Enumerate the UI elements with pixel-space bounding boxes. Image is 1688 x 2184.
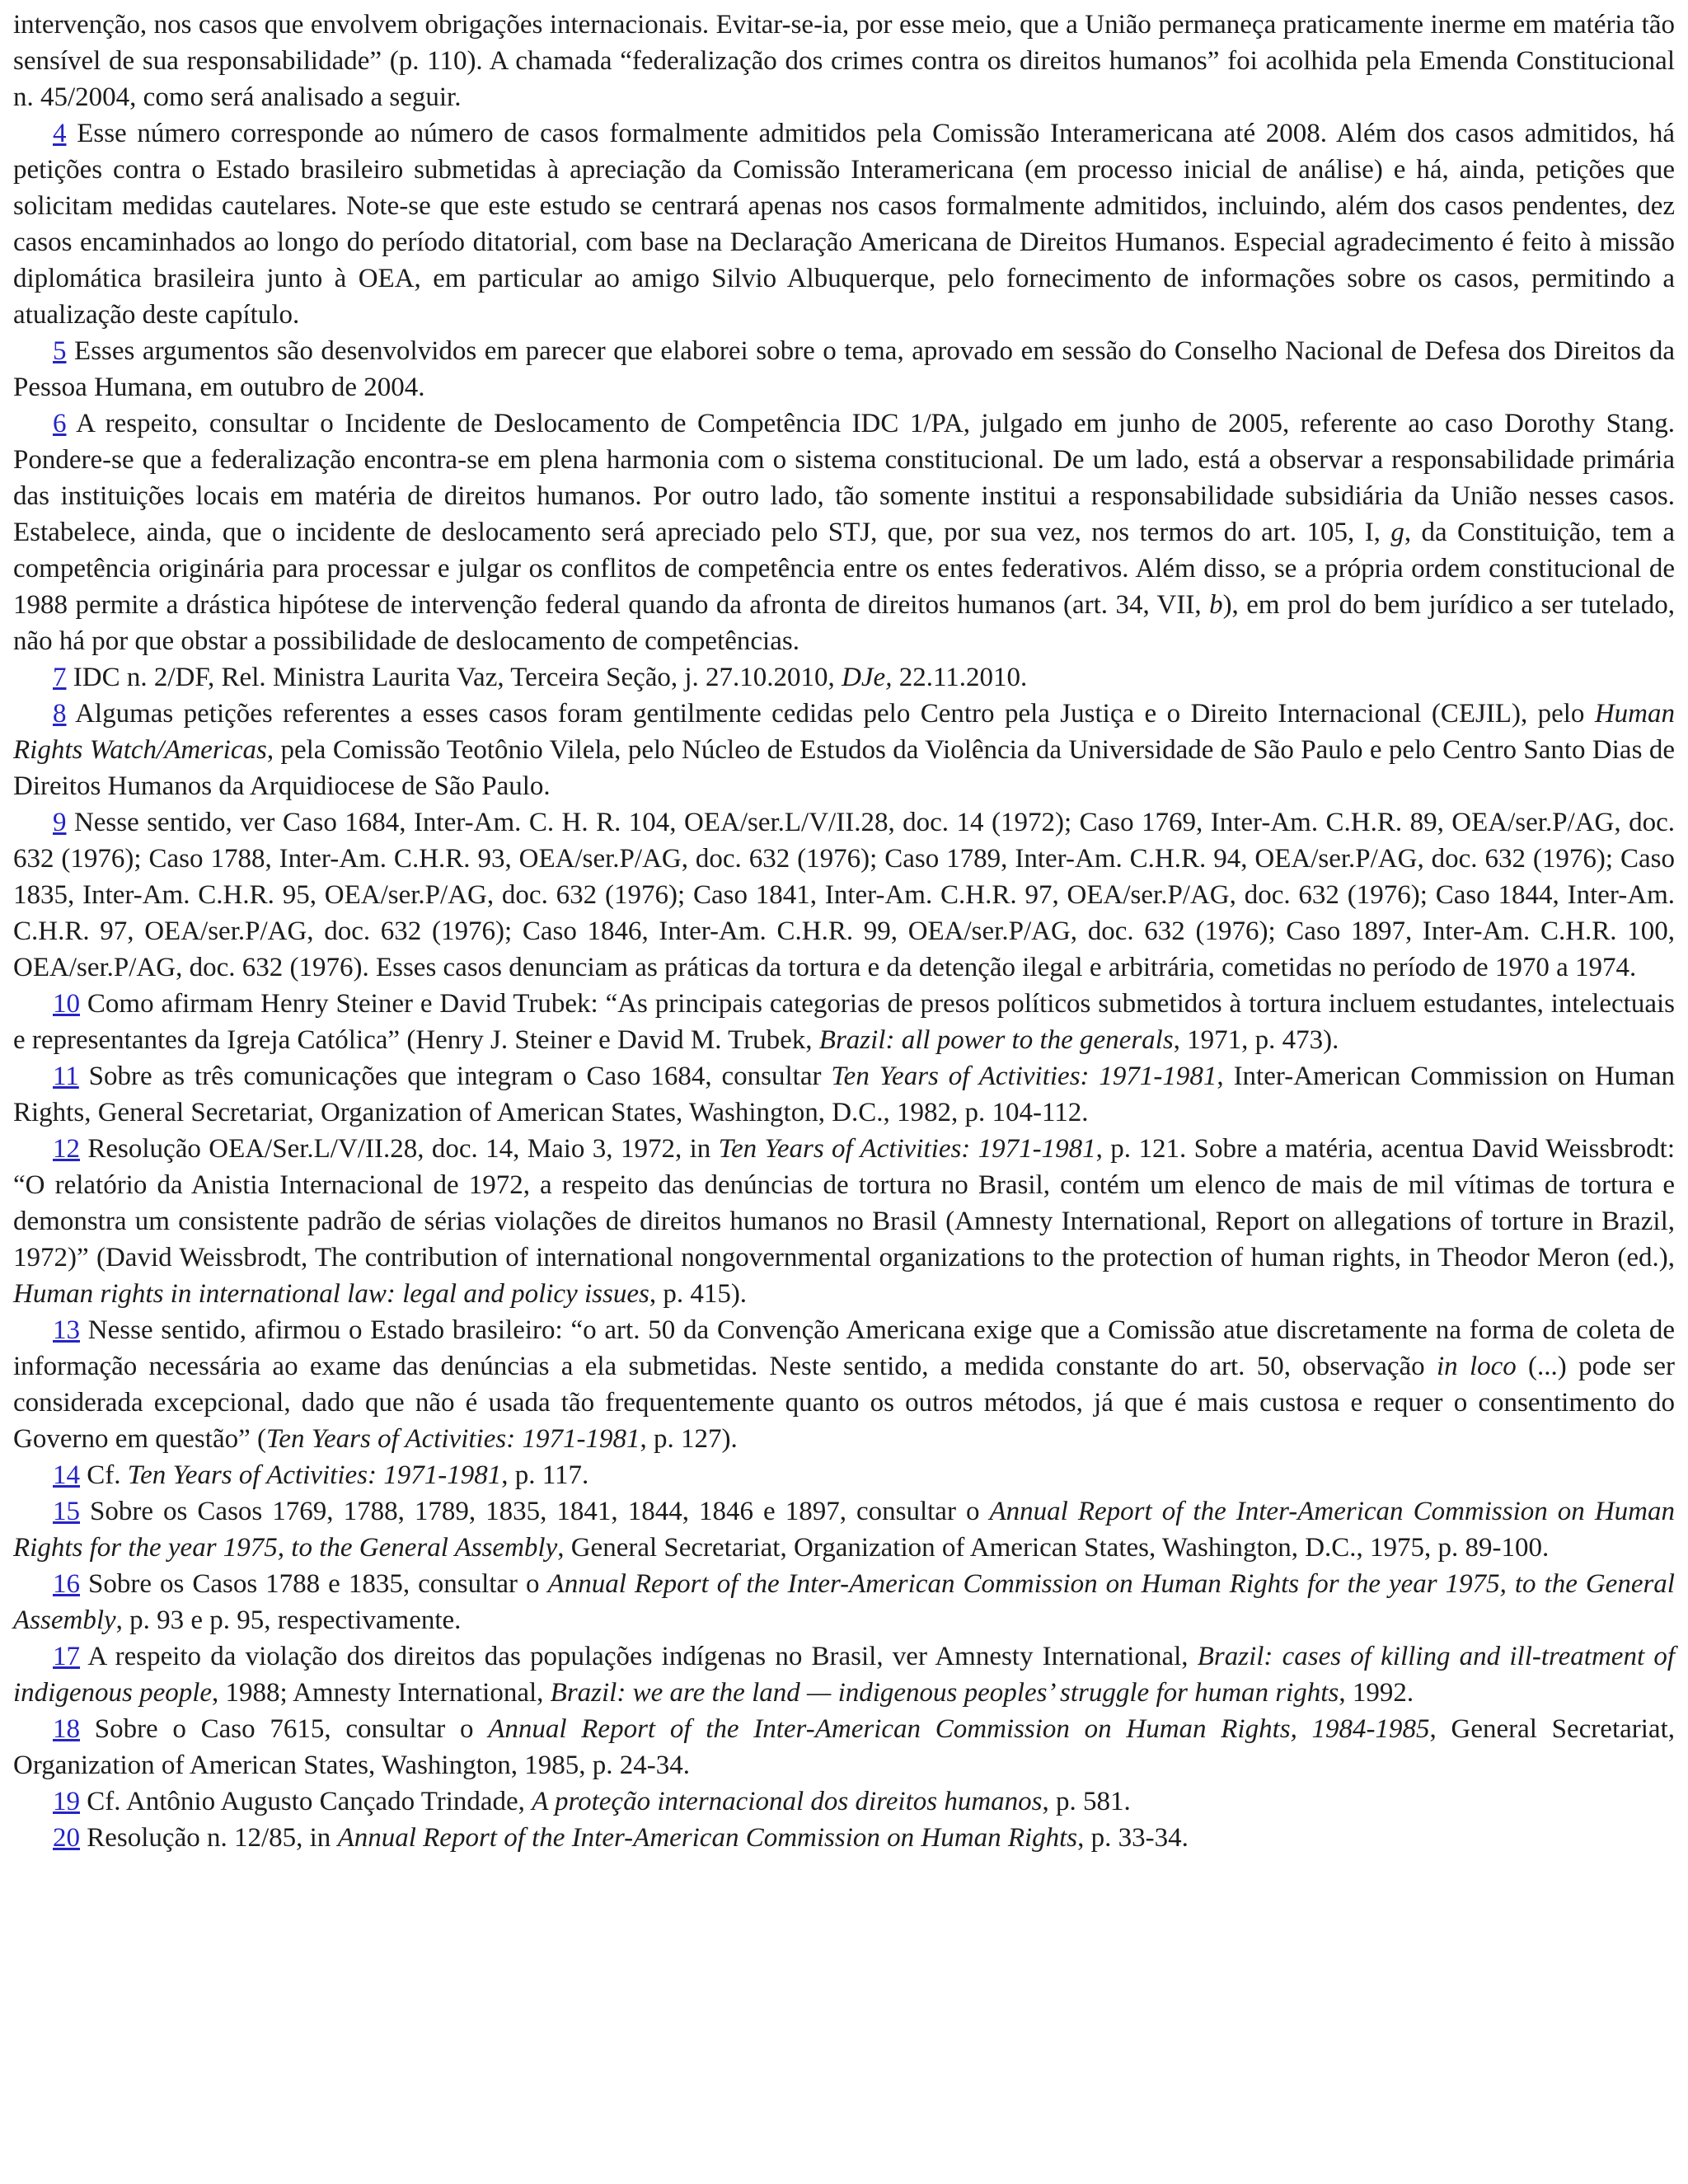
italic-text: Brazil: all power to the generals (818, 1025, 1174, 1055)
body-text: , p. 117. (501, 1460, 589, 1490)
footnote-13 (13, 1312, 1675, 1457)
footnote-link-19[interactable]: 19 (53, 1787, 80, 1816)
footnote-link-20[interactable]: 20 (53, 1823, 80, 1853)
footnote-link-7[interactable]: 7 (53, 663, 67, 692)
italic-text: Ten Years of Activities: 1971-1981 (265, 1424, 640, 1454)
footnote-19 (13, 1783, 1675, 1820)
footnote-link-4[interactable]: 4 (53, 119, 67, 148)
body-text: Nesse sentido, afirmou o Estado brasileiro: “o art. 50 da Convenção Americana exige que a Comissão atue discretamente na forma de coleta de informação necessária ao exame das denúncias a ela submetidas. Neste sentido, a medida constante do art. 50, observação (13, 1315, 1675, 1381)
footnote-5 (13, 333, 1675, 405)
footnote-11 (13, 1058, 1675, 1131)
footnote-10 (13, 986, 1675, 1058)
footnote-17 (13, 1638, 1675, 1711)
footnote-9 (13, 804, 1675, 986)
italic-text: Human Rights Watch/Americas (13, 699, 1675, 765)
italic-text: DJe, (842, 663, 893, 692)
italic-text: Ten Years of Activities: 1971-1981 (127, 1460, 502, 1490)
body-text: 22.11.2010. (892, 663, 1028, 692)
body-text: , 1988; Amnesty International, (212, 1678, 551, 1708)
body-text: , Inter-American Commission on Human Rights, General Secretariat, Organization of American States, Washington, D.C., 1982, p. 104-112. (13, 1062, 1676, 1127)
italic-text: A proteção internacional dos direitos humanos (532, 1787, 1043, 1816)
continuation-paragraph (13, 7, 1675, 115)
body-text: Resolução OEA/Ser.L/V/II.28, doc. 14, Maio 3, 1972, in (80, 1134, 719, 1164)
italic-text: Annual Report of the Inter-American Commission on Human Rights for the year 1975, to the General Assembly (13, 1497, 1675, 1563)
italic-text: in loco (1436, 1352, 1517, 1381)
body-text: , General Secretariat, Organization of American States, Washington, 1985, p. 24-34. (13, 1714, 1675, 1780)
italic-text: Brazil: we are the land — indigenous peoples’ struggle for human rights (550, 1678, 1339, 1708)
body-text: , 1971, p. 473). (1173, 1025, 1339, 1055)
footnote-20 (13, 1820, 1675, 1856)
footnote-link-16[interactable]: 16 (53, 1569, 80, 1599)
body-text: , p. 581. (1042, 1787, 1131, 1816)
italic-text: Annual Report of the Inter-American Commission on Human Rights, 1984-1985 (488, 1714, 1430, 1744)
footnote-18 (13, 1711, 1675, 1783)
body-text: A respeito da violação dos direitos das populações indígenas no Brasil, ver Amnesty International, (80, 1642, 1198, 1671)
italic-text: Annual Report of the Inter-American Commission on Human Rights for the year 1975, to the General Assembly (13, 1569, 1675, 1635)
footnote-12 (13, 1131, 1675, 1312)
body-text: , p. 93 e p. 95, respectivamente. (115, 1605, 462, 1635)
body-text: , 1992. (1339, 1678, 1414, 1708)
body-text: intervenção, nos casos que envolvem obrigações internacionais. Evitar-se-ia, por esse meio, que a União permaneça praticamente inerme em matéria tão sensível de sua responsabilidade” (p. 110). A chamada “federalização dos crimes contra os direitos humanos” foi acolhida pela Emenda Constitucional n. 45/2004, como será analisado a seguir. (13, 10, 1675, 112)
body-text: , p. 127). (640, 1424, 738, 1454)
body-text: , p. 33-34. (1077, 1823, 1189, 1853)
footnote-link-9[interactable]: 9 (53, 808, 67, 837)
footnote-link-18[interactable]: 18 (53, 1714, 80, 1744)
body-text: IDC n. 2/DF, Rel. Ministra Laurita Vaz, Terceira Seção, j. 27.10.2010, (66, 663, 842, 692)
body-text: (...) pode ser considerada excepcional, dado que não é usada tão frequentemente quanto os outros métodos, já que é mais custosa e requer o consentimento do Governo em questão” ( (13, 1352, 1675, 1454)
footnote-4 (13, 115, 1675, 333)
footnote-15 (13, 1493, 1675, 1566)
footnote-link-10[interactable]: 10 (53, 989, 80, 1019)
footnote-link-15[interactable]: 15 (53, 1497, 80, 1526)
italic-text: Ten Years of Activities: 1971-1981 (831, 1062, 1217, 1091)
footnote-14 (13, 1457, 1675, 1493)
body-text: Resolução n. 12/85, in (80, 1823, 338, 1853)
body-text: , pela Comissão Teotônio Vilela, pelo Núcleo de Estudos da Violência da Universidade de São Paulo e pelo Centro Santo Dias de Direitos Humanos da Arquidiocese de São Paulo. (13, 735, 1675, 801)
italic-text: Brazil: cases of killing and ill-treatment of indigenous people (13, 1642, 1675, 1708)
footnote-6 (13, 405, 1675, 659)
italic-text: Ten Years of Activities: 1971-1981 (718, 1134, 1096, 1164)
body-text: , General Secretariat, Organization of American States, Washington, D.C., 1975, p. 89-100. (557, 1533, 1550, 1563)
body-text: Cf. (80, 1460, 128, 1490)
body-text: Nesse sentido, ver Caso 1684, Inter-Am. C. H. R. 104, OEA/ser.L/V/II.28, doc. 14 (1972); Caso 1769, Inter-Am. C.H.R. 89, OEA/ser.P/AG, doc. 632 (1976); Caso 1788, Inter-Am. C.H.R. 93, OEA/ser.P/AG, doc. 632 (1976); Caso 1789, Inter-Am. C.H.R. 94, OEA/ser.P/AG, doc. 632 (1976); Caso 1835, Inter-Am. C.H.R. 95, OEA/ser.P/AG, doc. 632 (1976); Caso 1841, Inter-Am. C.H.R. 97, OEA/ser.P/AG, doc. 632 (1976); Caso 1844, Inter-Am. C.H.R. 97, OEA/ser.P/AG, doc. 632 (1976); Caso 1846, Inter-Am. C.H.R. 99, OEA/ser.P/AG, doc. 632 (1976); Caso 1897, Inter-Am. C.H.R. 100, OEA/ser.P/AG, doc. 632 (1976). Esses casos denunciam as práticas da tortura e da detenção ilegal e arbitrária, cometidas no período de 1970 a 1974. (13, 808, 1675, 982)
body-text: Como afirmam Henry Steiner e David Trubek: “As principais categorias de presos políticos submetidos à tortura incluem estudantes, intelectuais e representantes da Igreja Católica” (Henry J. Steiner e David M. Trubek, (13, 989, 1675, 1055)
body-text: Esses argumentos são desenvolvidos em parecer que elaborei sobre o tema, aprovado em sessão do Conselho Nacional de Defesa dos Direitos da Pessoa Humana, em outubro de 2004. (13, 336, 1675, 402)
italic-text: b (1209, 590, 1223, 620)
body-text: Sobre o Caso 7615, consultar o (80, 1714, 489, 1744)
body-text: Sobre os Casos 1788 e 1835, consultar o (80, 1569, 548, 1599)
footnote-link-8[interactable]: 8 (53, 699, 67, 729)
footnote-link-11[interactable]: 11 (53, 1062, 79, 1091)
footnote-link-12[interactable]: 12 (53, 1134, 80, 1164)
footnote-16 (13, 1566, 1675, 1638)
footnote-link-13[interactable]: 13 (53, 1315, 80, 1345)
footnote-link-6[interactable]: 6 (53, 409, 67, 438)
body-text: Cf. Antônio Augusto Cançado Trindade, (80, 1787, 532, 1816)
body-text: Algumas petições referentes a esses casos foram gentilmente cedidas pelo Centro pela Justiça e o Direito Internacional (CEJIL), pelo (66, 699, 1595, 729)
footnote-link-5[interactable]: 5 (53, 336, 67, 366)
body-text: Sobre os Casos 1769, 1788, 1789, 1835, 1841, 1844, 1846 e 1897, consultar o (80, 1497, 990, 1526)
footnote-link-14[interactable]: 14 (53, 1460, 80, 1490)
body-text: , p. 121. Sobre a matéria, acentua David Weissbrodt: “O relatório da Anistia Internacional de 1972, a respeito das denúncias de tortura no Brasil, contém um elenco de mais de mil vítimas de tortura e demonstra um consistente padrão de sérias violações de direitos humanos no Brasil (Amnesty International, Report on allegations of torture in Brazil, 1972)” (David Weissbrodt, The contribution of international nongovernmental organizations to the protection of human rights, in Theodor Meron (ed.), (13, 1134, 1675, 1272)
body-text: ), em prol do bem jurídico a ser tutelado, não há por que obstar a possibilidade de deslocamento de competências. (13, 590, 1675, 656)
italic-text: Annual Report of the Inter-American Commission on Human Rights (337, 1823, 1078, 1853)
footnote-7 (13, 659, 1675, 696)
body-text: A respeito, consultar o Incidente de Deslocamento de Competência IDC 1/PA, julgado em junho de 2005, referente ao caso Dorothy Stang. Pondere-se que a federalização encontra-se em plena harmonia com o sistema constitucional. De um lado, está a observar a responsabilidade primária das instituições locais em matéria de direitos humanos. Por outro lado, tão somente institui a responsabilidade subsidiária da União nesses casos. Estabelece, ainda, que o incidente de deslocamento será apreciado pelo STJ, que, por sua vez, nos termos do art. 105, I, (13, 409, 1675, 547)
body-text: Esse número corresponde ao número de casos formalmente admitidos pela Comissão Interamericana até 2008. Além dos casos admitidos, há petições contra o Estado brasileiro submetidas à apreciação da Comissão Interamericana (em processo inicial de análise) e há, ainda, petições que solicitam medidas cautelares. Note-se que este estudo se centrará apenas nos casos formalmente admitidos, incluindo, além dos casos pendentes, dez casos encaminhados ao longo do período ditatorial, com base na Declaração Americana de Direitos Humanos. Especial agradecimento é feito à missão diplomática brasileira junto à OEA, em particular ao amigo Silvio Albuquerque, pelo fornecimento de informações sobre os casos, permitindo a atualização deste capítulo. (13, 119, 1675, 330)
italic-text: Human rights in international law: legal and policy issues (13, 1279, 649, 1309)
footnote-8 (13, 696, 1675, 804)
body-text: , p. 415). (649, 1279, 748, 1309)
body-text: , da Constituição, tem a competência originária para processar e julgar os conflitos de competência entre os entes federativos. Além disso, se a própria ordem constitucional de 1988 permite a drástica hipótese de intervenção federal quando da afronta de direitos humanos (art. 34, VII, (13, 518, 1675, 620)
footnote-link-17[interactable]: 17 (53, 1642, 80, 1671)
italic-text: g (1390, 518, 1404, 547)
body-text: Sobre as três comunicações que integram o Caso 1684, consultar (78, 1062, 832, 1091)
